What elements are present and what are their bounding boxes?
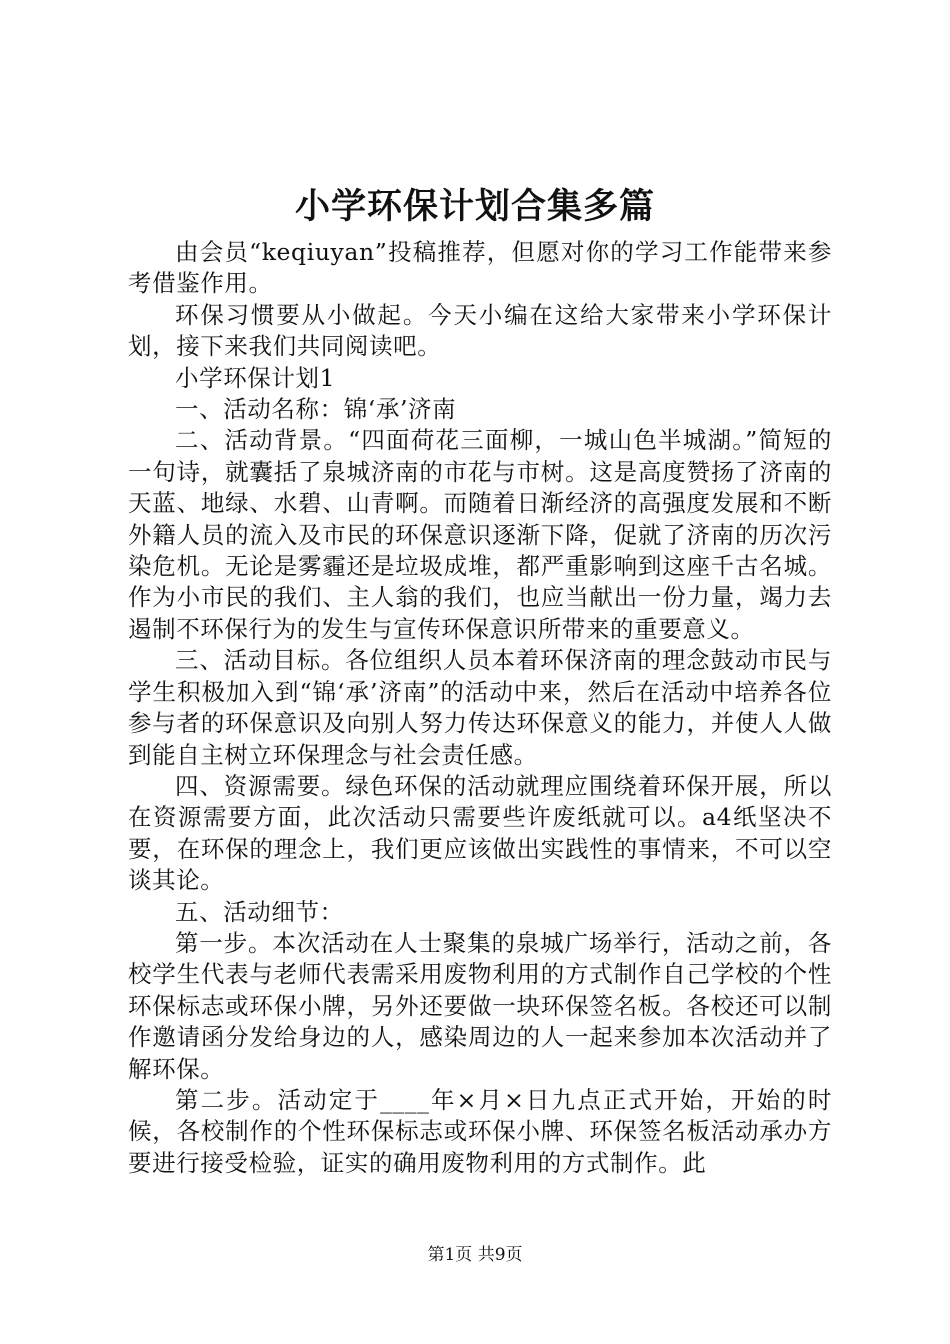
document-title: 小学环保计划合集多篇 — [294, 186, 655, 227]
page-number-footer: 第1页 共9页 — [427, 1245, 523, 1265]
document-body — [128, 237, 832, 1179]
paragraph-step-one: 第一步。本次活动在人士聚集的泉城广场举行，活动之前，各校学生代表与老师代表需采用废物利用的方式制作自己学校的个性环保标志或环保小牌，另外还要做一块环保签名板。各校还可以制作邀请函分发给身边的人，感染周边的人一起来参加本次活动并了解环保。 — [128, 928, 832, 1083]
paragraph-background: 二、活动背景。“四面荷花三面柳，一城山色半城湖。”简短的一句诗，就囊括了泉城济南的市花与市树。这是高度赞扬了济南的天蓝、地绿、水碧、山青啊。而随着日渐经济的高强度发展和不断外籍人员的流入及市民的环保意识逐渐下降，促就了济南的历次污染危机。无论是雾霾还是垃圾成堆，都严重影响到这座千古名城。作为小市民的我们、主人翁的我们，也应当献出一份力量，竭力去遏制不环保行为的发生与宣传环保意识所带来的重要意义。 — [128, 426, 832, 643]
paragraph-intro: 由会员“keqiuyan”投稿推荐，但愿对你的学习工作能带来参考借鉴作用。 — [128, 238, 832, 298]
paragraph-resources: 四、资源需要。绿色环保的活动就理应围绕着环保开展，所以在资源需要方面，此次活动只需要些许废纸就可以。a4纸坚决不要，在环保的理念上，我们更应该做出实践性的事情来，不可以空谈其论。 — [128, 771, 832, 895]
paragraph-activity-name: 一、活动名称：锦‘承’济南 — [175, 395, 457, 424]
paragraph-step-two: 第二步。活动定于____年×月×日九点正式开始，开始的时候，各校制作的个性环保标志或环保小牌、环保签名板活动承办方要进行接受检验，证实的确用废物利用的方式制作。此 — [128, 1085, 832, 1177]
section-heading: 小学环保计划1 — [175, 363, 336, 392]
paragraph-goal: 三、活动目标。各位组织人员本着环保济南的理念鼓动市民与学生积极加入到“锦‘承’济南”的活动中来，然后在活动中培养各位参与者的环保意识及向别人努力传达环保意义的能力，并使人人做到能自主树立环保理念与社会责任感。 — [128, 646, 832, 769]
paragraph-details-heading: 五、活动细节： — [175, 897, 344, 926]
paragraph-lead: 环保习惯要从小做起。今天小编在这给大家带来小学环保计划，接下来我们共同阅读吧。 — [128, 300, 832, 361]
